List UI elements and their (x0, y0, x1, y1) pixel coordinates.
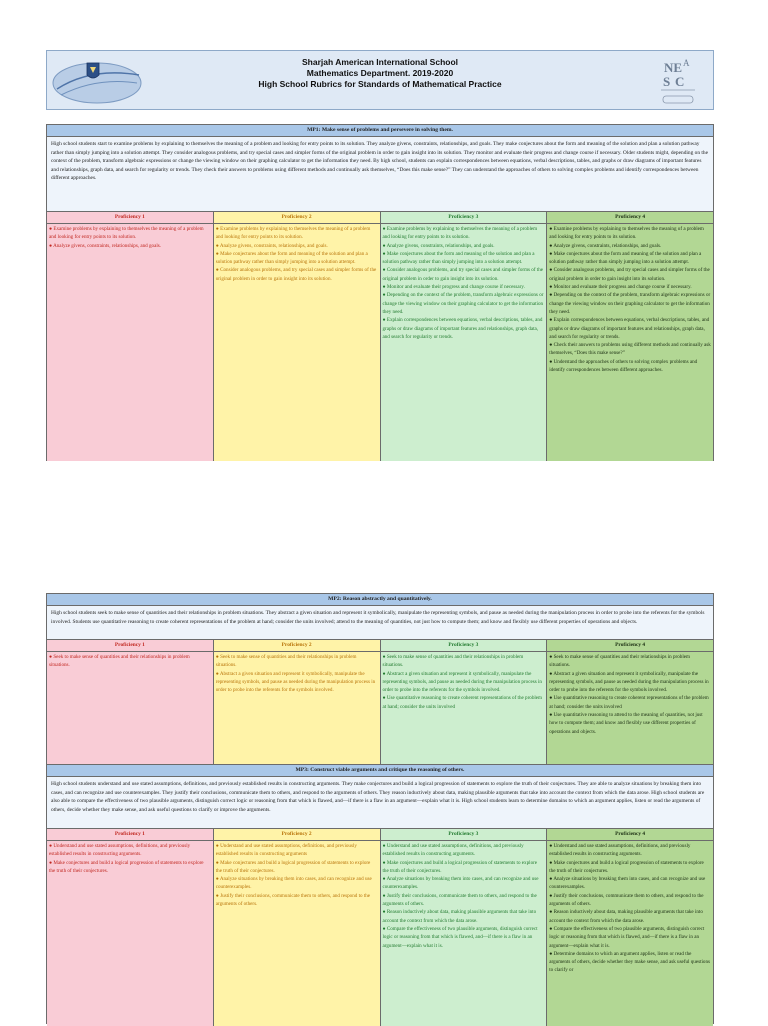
rubric-item: ● Explain correspondences between equations, verbal descriptions, tables, and graphs or draw diagrams of important features and relationships, graph data, and search for regularity or trends. (382, 317, 543, 340)
mp3-title: MP3: Construct viable arguments and critique the reasoning of others. (47, 765, 713, 777)
mp2-proficiency-grid (47, 640, 713, 765)
rubric-item: ● Abstract a given situation and represent it symbolically, manipulate the representing symbols, and pause as needed during the manipulation process in order to probe into the referents for the symbols involved. (549, 670, 709, 694)
proficiency-heading: Proficiency 4 (547, 212, 713, 224)
mp1-description: High school students start to examine problems by explaining to themselves the meaning of a problem and looking for entry points to its solution. They analyze givens, constraints, relationships, and goals. They make conjectures about the form and meaning of the solution and plan a solution pathway rather than simply jumping into a solution attempt. They consider analogous problems, and try special cases and simpler forms of the original problem in order to gain insight into its solution. They monitor and evaluate their progress and change course if necessary. Older students might, depending on the context of the problem, transform algebraic expressions or change the viewing window on their graphing calculator to get the information they need. By high school, students can explain correspondences between equations, verbal descriptions, tables, and graphs or draw diagrams of important features and relationships, graph data, and search for regularity or trends. They check their answers to problems using different methods and continually ask themselves, “Does this make sense?” They can understand the approaches of others to solving complex problems and identify correspondences between different approaches. (47, 137, 713, 212)
mp3-description: High school students understand and use stated assumptions, definitions, and previously established results in constructing arguments. They make conjectures and build a logical progression of statements to explore the truth of their conjectures. They are able to analyze situations by breaking them into cases, and can recognize and use counterexamples. They justify their conclusions, communicate them to others, and respond to the arguments of others. They reason inductively about data, making plausible arguments that take into account the context from which the data arose. High school students are also able to compare the effectiveness of two plausible arguments, distinguish correct logic or reasoning from that which is flawed, and—if there is a flaw in an argument—explain what it is. High school students learn to determine domains to which an argument applies, listen or read the arguments of others, decide whether they make sense, and ask useful questions to clarify or improve the arguments. (47, 777, 713, 829)
rubric-item: ● Analyze givens, constraints, relationships, and goals. (215, 242, 328, 249)
rubric-item: ● Justify their conclusions, communicate them to others, and respond to the arguments of others. (382, 892, 537, 908)
rubric-item: ● Analyze situations by breaking them into cases, and can recognize and use counterexamples. (215, 876, 372, 891)
mp2-mp3-section (46, 593, 714, 1024)
rubric-item: ● Make conjectures and build a logical progression of statements to explore the truth of their conjectures. (382, 859, 538, 874)
rubric-item: ● Determine domains to which an argument applies, listen or read the arguments of others, decide whether they make sense, and ask useful questions to clarify or (549, 950, 710, 974)
rubric-item: ● Seek to make sense of quantities and their relationships in problem situations. (215, 654, 357, 669)
proficiency-heading: Proficiency 4 (547, 640, 713, 652)
document-header (46, 50, 714, 110)
proficiency-heading: Proficiency 2 (214, 640, 380, 652)
rubric-item: ● Make conjectures and build a logical progression of statements to explore the truth of their conjectures. (215, 859, 371, 874)
department-year: Mathematics Department. 2019-2020 (306, 68, 454, 78)
svg-text:S: S (663, 74, 671, 89)
rubric-item: ● Use quantitative reasoning to create coherent representations of the problem at hand; consider the units involved (382, 695, 543, 710)
rubric-item: ● Use quantitative reasoning to attend to the meaning of quantities, not just how to compute them; and know and flexibly use different properties of operations and objects. (549, 712, 703, 735)
proficiency-heading: Proficiency 3 (381, 640, 547, 652)
mp3-proficiency-2 (214, 829, 381, 1026)
mp3-proficiency-1 (47, 829, 214, 1026)
rubric-item: ● Compare the effectiveness of two plausible arguments, distinguish correct logic or reasoning from that which is flawed, and—if there is a flaw in an argument—explain what it is. (549, 925, 705, 949)
proficiency-heading: Proficiency 2 (214, 212, 380, 224)
rubric-item: ● Examine problems by explaining to themselves the meaning of a problem and looking for entry points to its solution. (49, 226, 204, 241)
mp1-title: MP1: Make sense of problems and persevere in solving them. (47, 125, 713, 137)
rubric-item: ● Use quantitative reasoning to create coherent representations of the problem at hand; consider the units involved (549, 695, 709, 710)
rubric-item: ● Justify their conclusions, communicate them to others, and respond to the arguments of others. (215, 892, 371, 908)
rubric-item: ● Examine problems by explaining to themselves the meaning of a problem and looking for entry points to its solution. (382, 226, 538, 241)
rubric-item: ● Make conjectures and build a logical progression of statements to explore the truth of their conjectures. (49, 859, 204, 874)
rubric-item: ● Depending on the context of the problem, transform algebraic expressions or change the viewing window on their graphing calculator to get the information they need. (382, 292, 544, 315)
rubric-item: ● Analyze givens, constraints, relationships, and goals. (49, 242, 162, 249)
rubric-item: ● Abstract a given situation and represent it symbolically, manipulate the representing symbols, and pause as needed during the manipulation process in order to probe into the referents for the symbols involved. (215, 670, 376, 694)
rubric-item: ● Reason inductively about data, making plausible arguments that take into account the context from which the data arose. (382, 909, 537, 924)
mp1-proficiency-3 (381, 212, 548, 461)
rubric-item: ● Check their answers to problems using different methods and continually ask themselves, “Does this make sense?” (549, 342, 711, 357)
mp2-proficiency-3 (381, 640, 548, 764)
proficiency-heading: Proficiency 2 (214, 829, 380, 841)
rubric-item: ● Justify their conclusions, communicate them to others, and respond to the arguments of others. (549, 892, 704, 908)
proficiency-heading: Proficiency 1 (47, 212, 213, 224)
svg-text:A: A (683, 58, 690, 68)
proficiency-heading: Proficiency 1 (47, 640, 213, 652)
mp2-proficiency-1 (47, 640, 214, 764)
rubric-item: ● Consider analogous problems, and try special cases and simpler forms of the original problem in order to gain insight into its solution. (215, 267, 377, 282)
rubric-item: ● Examine problems by explaining to themselves the meaning of a problem and looking for entry points to its solution. (215, 226, 371, 241)
svg-text:NE: NE (664, 60, 683, 75)
rubric-item: ● Analyze situations by breaking them into cases, and can recognize and use counterexamples. (382, 876, 539, 891)
rubric-item: ● Abstract a given situation and represent it symbolically, manipulate the representing symbols, and pause as needed during the manipulation process in order to probe into the referents for the symbols involved. (382, 670, 542, 694)
rubric-item: ● Seek to make sense of quantities and their relationships in problem situations. (549, 654, 690, 669)
rubric-item: ● Understand and use stated assumptions, definitions, and previously established results in constructing arguments. (382, 843, 524, 858)
rubric-item: ● Understand and use stated assumptions, definitions, and previously established results in constructing arguments (215, 843, 357, 858)
proficiency-heading: Proficiency 3 (381, 212, 547, 224)
mp3-proficiency-grid (47, 829, 713, 1026)
rubric-item: ● Understand and use stated assumptions, definitions, and previously established results in constructing arguments. (549, 843, 691, 858)
rubric-item: ● Make conjectures and build a logical progression of statements to explore the truth of their conjectures. (549, 859, 704, 874)
rubric-item: ● Make conjectures about the form and meaning of the solution and plan a solution pathway rather than simply jumping into a solution attempt. (382, 250, 535, 266)
mp1-proficiency-2 (214, 212, 381, 461)
mp2-proficiency-4 (547, 640, 713, 764)
mp3-proficiency-4 (547, 829, 713, 1026)
rubric-item: ● Seek to make sense of quantities and their relationships in problem situations. (382, 654, 524, 669)
mp1-proficiency-grid (47, 212, 713, 461)
proficiency-heading: Proficiency 1 (47, 829, 213, 841)
rubric-item: ● Consider analogous problems, and try special cases and simpler forms of the original problem in order to gain insight into its solution. (549, 267, 710, 282)
mp2-title: MP2: Reason abstractly and quantitatively. (47, 594, 713, 606)
school-name: Sharjah American International School (301, 57, 459, 67)
rubric-item: ● Examine problems by explaining to themselves the meaning of a problem and looking for entry points to its solution. (549, 226, 704, 241)
rubric-item: ● Depending on the context of the problem, transform algebraic expressions or change the viewing window on their graphing calculator to get the information they need. (549, 292, 711, 315)
rubric-item: ● Seek to make sense of quantities and their relationships in problem situations. (49, 654, 190, 669)
school-crest-logo (51, 55, 143, 107)
mp3-proficiency-3 (381, 829, 548, 1026)
rubric-item: ● Understand the approaches of others to solving complex problems and identify correspondences between different approaches. (549, 358, 698, 374)
rubric-item: ● Monitor and evaluate their progress and change course if necessary. (382, 284, 525, 291)
svg-text:C: C (675, 74, 685, 89)
rubric-item: ● Compare the effectiveness of two plausible arguments, distinguish correct logic or reasoning from that which is flawed, and—if there is a flaw in an argument—explain what it is. (382, 925, 538, 949)
rubric-item: ● Monitor and evaluate their progress and change course if necessary. (549, 284, 692, 291)
rubric-item: ● Make conjectures about the form and meaning of the solution and plan a solution pathway rather than simply jumping into a solution attempt. (549, 250, 702, 266)
mp1-section (46, 124, 714, 461)
rubric-item: ● Consider analogous problems, and try special cases and simpler forms of the original problem in order to gain insight into its solution. (382, 267, 544, 282)
rubric-item: ● Analyze situations by breaking them into cases, and can recognize and use counterexamples. (549, 876, 706, 891)
mp2-proficiency-2 (214, 640, 381, 764)
rubric-item: ● Make conjectures about the form and meaning of the solution and plan a solution pathway rather than simply jumping into a solution attempt. (215, 250, 368, 266)
rubric-item: ● Understand and use stated assumptions, definitions, and previously established results in constructing arguments. (49, 843, 191, 858)
proficiency-heading: Proficiency 3 (381, 829, 547, 841)
mp1-proficiency-4 (547, 212, 713, 461)
proficiency-heading: Proficiency 4 (547, 829, 713, 841)
mp2-description: High school students seek to make sense of quantities and their relationships in problem situations. They abstract a given situation and represent it symbolically, manipulate the representing symbols, and pause as needed during the manipulation process in order to probe into the referents for the symbols involved. Students use quantitative reasoning to create coherent representations of the problem at hand; consider the units involved; attend to the meaning of quantities, not just how to compute them; and know and flexibly use different properties of operations and objects. (47, 606, 713, 640)
document-title: High School Rubrics for Standards of Mathematical Practice (258, 79, 502, 89)
rubric-item: ● Analyze givens, constraints, relationships, and goals. (382, 242, 495, 249)
mp1-proficiency-1 (47, 212, 214, 461)
rubric-item: ● Explain correspondences between equations, verbal descriptions, tables, and graphs or draw diagrams of important features and relationships, graph data, and search for regularity or trends. (549, 317, 710, 340)
header-titles (167, 57, 593, 90)
rubric-item: ● Analyze givens, constraints, relationships, and goals. (549, 242, 662, 249)
rubric-item: ● Reason inductively about data, making plausible arguments that take into account the context from which the data arose. (549, 909, 703, 924)
neasc-accredited-logo (649, 54, 707, 108)
